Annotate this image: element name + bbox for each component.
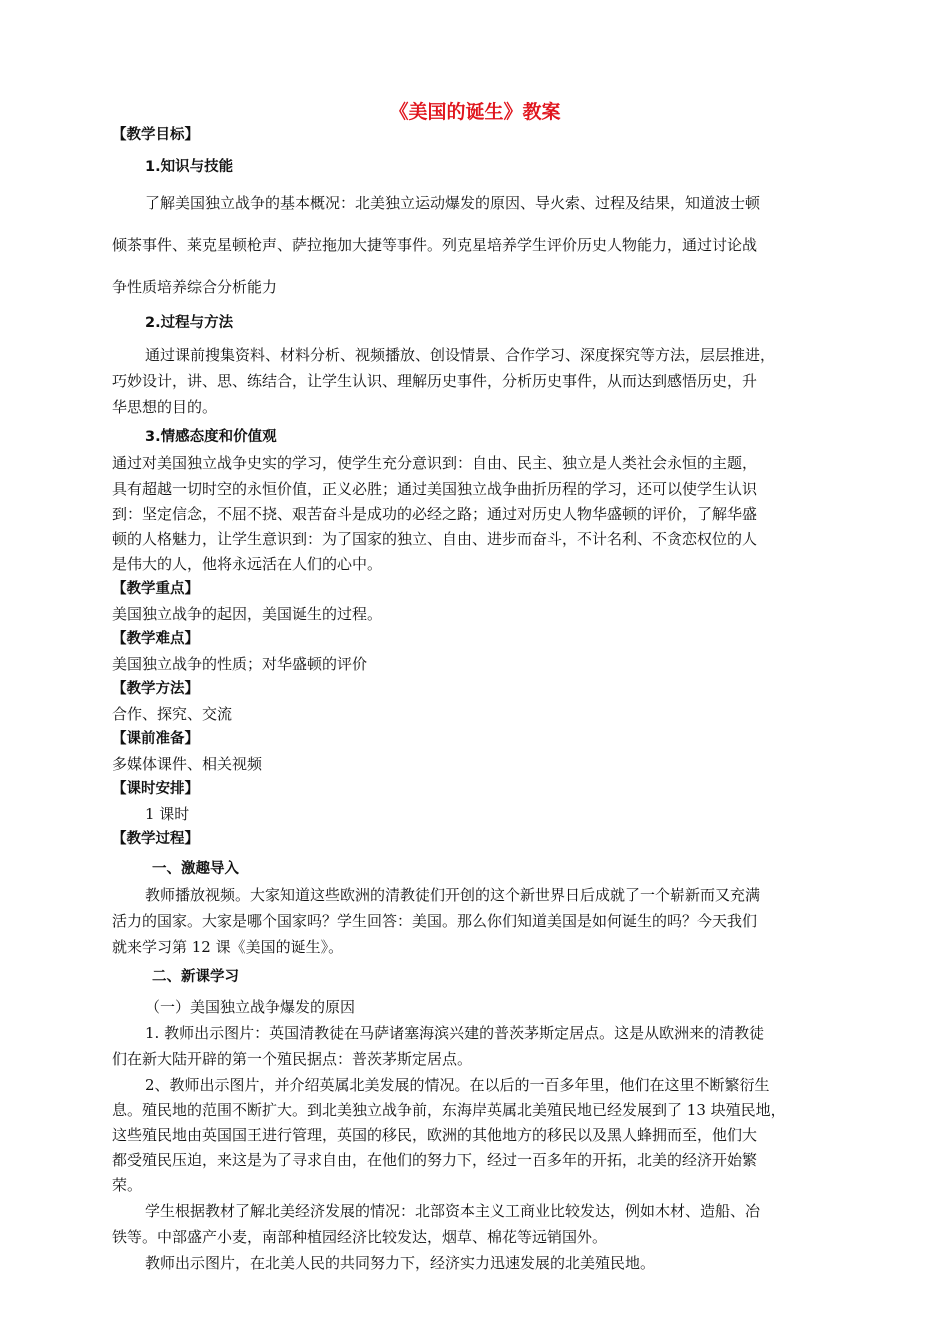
paragraph-line: 通过课前搜集资料、材料分析、视频播放、创设情景、合作学习、深度探究等方法，层层推进，: [145, 346, 776, 364]
heading-new-lesson: 二、新课学习: [152, 969, 239, 985]
paragraph-line: 教师播放视频。大家知道这些欧洲的清教徒们开创的这个新世界日后成就了一个崭新而又充满: [145, 886, 761, 904]
heading-emotion-values: 3.情感态度和价值观: [145, 429, 277, 445]
paragraph-line: 是伟大的人，他将永远活在人们的心中。: [112, 555, 383, 573]
heading-preparation: 【课前准备】: [112, 731, 199, 747]
heading-key-points: 【教学重点】: [112, 581, 199, 597]
subheading-causes: （一）美国独立战争爆发的原因: [145, 998, 356, 1016]
heading-teaching-goals: 【教学目标】: [112, 127, 199, 143]
heading-introduction: 一、激趣导入: [152, 861, 239, 877]
paragraph-line: 多媒体课件、相关视频: [112, 755, 263, 773]
paragraph-line: 学生根据教材了解北美经济发展的情况：北部资本主义工商业比较发达，例如木材、造船、冶: [145, 1202, 761, 1220]
paragraph-line: 争性质培养综合分析能力: [112, 278, 278, 296]
heading-difficulties: 【教学难点】: [112, 631, 199, 647]
paragraph-line: 1 课时: [145, 805, 190, 823]
paragraph-line: 美国独立战争的起因，美国诞生的过程。: [112, 605, 383, 623]
heading-knowledge-skills: 1.知识与技能: [145, 159, 234, 175]
paragraph-line: 息。殖民地的范围不断扩大。到北美独立战争前，东海岸英属北美殖民地已经发展到了 13 块殖民地，: [112, 1101, 786, 1119]
paragraph-line: 了解美国独立战争的基本概况：北美独立运动爆发的原因、导火索、过程及结果，知道波士顿: [145, 194, 761, 212]
heading-teaching-process: 【教学过程】: [112, 831, 199, 847]
paragraph-line: 巧妙设计，讲、思、练结合，让学生认识、理解历史事件，分析历史事件，从而达到感悟历史，升: [112, 372, 758, 390]
paragraph-line: 顿的人格魅力，让学生意识到：为了国家的独立、自由、进步而奋斗，不计名利、不贪恋权位的人: [112, 530, 758, 548]
paragraph-line: 美国独立战争的性质；对华盛顿的评价: [112, 655, 368, 673]
paragraph-line: 这些殖民地由英国国王进行管理，英国的移民，欧洲的其他地方的移民以及黑人蜂拥而至，他们大: [112, 1126, 758, 1144]
heading-teaching-methods: 【教学方法】: [112, 681, 199, 697]
paragraph-line: 荣。: [112, 1176, 143, 1194]
document-title: 《美国的诞生》教案: [389, 101, 561, 123]
paragraph-line: 活力的国家。大家是哪个国家吗？学生回答：美国。那么你们知道美国是如何诞生的吗？今天我们: [112, 912, 758, 930]
paragraph-line: 教师出示图片，在北美人民的共同努力下，经济实力迅速发展的北美殖民地。: [145, 1254, 656, 1272]
paragraph-line: 华思想的目的。: [112, 398, 218, 416]
paragraph-line: 们在新大陆开辟的第一个殖民据点：普茨茅斯定居点。: [112, 1050, 473, 1068]
heading-schedule: 【课时安排】: [112, 781, 199, 797]
paragraph-line: 铁等。中部盛产小麦，南部种植园经济比较发达，烟草、棉花等远销国外。: [112, 1228, 608, 1246]
paragraph-line: 通过对美国独立战争史实的学习，使学生充分意识到：自由、民主、独立是人类社会永恒的主题，: [112, 454, 758, 472]
paragraph-line: 倾茶事件、莱克星顿枪声、萨拉拖加大捷等事件。列克星培养学生评价历史人物能力，通过讨论战: [112, 236, 758, 254]
paragraph-line: 具有超越一切时空的永恒价值，正义必胜；通过美国独立战争曲折历程的学习，还可以使学生认识: [112, 480, 758, 498]
paragraph-line: 合作、探究、交流: [112, 705, 233, 723]
paragraph-line: 1. 教师出示图片：英国清教徒在马萨诸塞海滨兴建的普茨茅斯定居点。这是从欧洲来的清教徒: [145, 1024, 765, 1042]
paragraph-line: 就来学习第 12 课《美国的诞生》。: [112, 938, 344, 956]
paragraph-line: 2、教师出示图片，并介绍英属北美发展的情况。在以后的一百多年里，他们在这里不断繁衍生: [145, 1076, 770, 1094]
heading-process-method: 2.过程与方法: [145, 315, 234, 331]
paragraph-line: 到：坚定信念，不屈不挠、艰苦奋斗是成功的必经之路；通过对历史人物华盛顿的评价，了解华盛: [112, 505, 758, 523]
paragraph-line: 都受殖民压迫，来这是为了寻求自由，在他们的努力下，经过一百多年的开拓，北美的经济开始繁: [112, 1151, 758, 1169]
